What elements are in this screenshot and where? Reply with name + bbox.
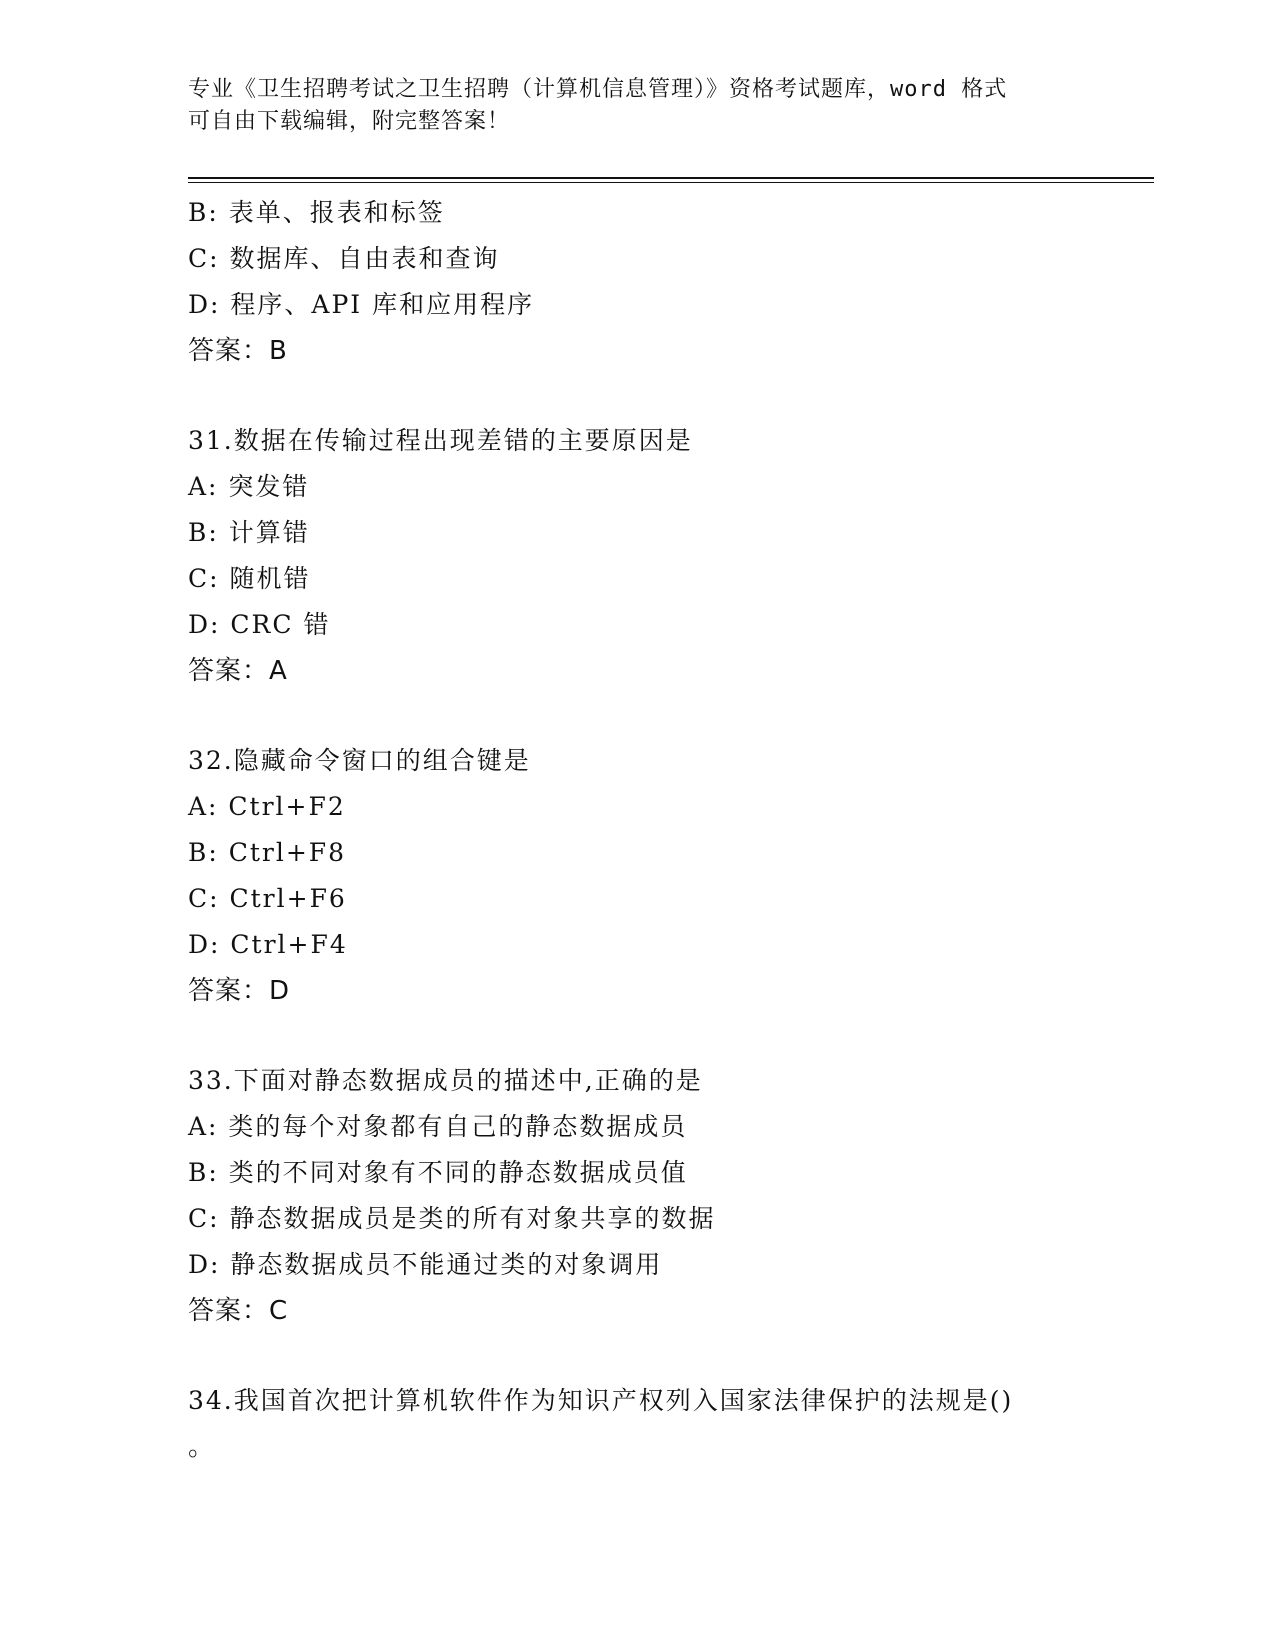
question-list <box>188 190 1148 1470</box>
answer-line: 答案：B <box>188 336 288 366</box>
option-a: A: Ctrl+F2 <box>188 792 346 821</box>
question-31-block <box>188 418 1148 694</box>
option-c: C: 数据库、自由表和查询 <box>188 244 500 273</box>
spacer <box>188 694 1148 738</box>
option-a: A: 类的每个对象都有自己的静态数据成员 <box>188 1112 688 1141</box>
answer-line: 答案：D <box>188 976 291 1006</box>
question-34-block <box>188 1378 1148 1470</box>
question-32-block <box>188 738 1148 1014</box>
answer-line: 答案：C <box>188 1296 289 1326</box>
question-text: 32.隐藏命令窗口的组合键是 <box>188 746 531 775</box>
option-d: D: 静态数据成员不能通过类的对象调用 <box>188 1250 663 1279</box>
option-c: C: 静态数据成员是类的所有对象共享的数据 <box>188 1204 716 1233</box>
header-line-1: 专业《卫生招聘考试之卫生招聘（计算机信息管理）》资格考试题库，word 格式 <box>188 77 1008 102</box>
question-text: 33.下面对静态数据成员的描述中,正确的是 <box>188 1066 703 1095</box>
header-divider-thin <box>188 182 1154 183</box>
option-b: B: 表单、报表和标签 <box>188 198 445 227</box>
question-30-block <box>188 190 1148 374</box>
question-text: 34.我国首次把计算机软件作为知识产权列入国家法律保护的法规是() <box>188 1386 1014 1415</box>
option-d: D: 程序、API 库和应用程序 <box>188 290 535 319</box>
spacer <box>188 1014 1148 1058</box>
document-header <box>188 74 1088 138</box>
option-b: B: Ctrl+F8 <box>188 838 347 867</box>
option-d: D: Ctrl+F4 <box>188 930 348 959</box>
header-line-2: 可自由下载编辑，附完整答案！ <box>188 109 511 134</box>
option-b: B: 计算错 <box>188 518 310 547</box>
option-c: C: Ctrl+F6 <box>188 884 347 913</box>
header-divider-thick <box>188 177 1154 179</box>
answer-line: 答案：A <box>188 656 288 686</box>
spacer <box>188 1334 1148 1378</box>
question-continuation: 。 <box>188 1432 215 1462</box>
question-33-block <box>188 1058 1148 1334</box>
spacer <box>188 374 1148 418</box>
question-text: 31.数据在传输过程出现差错的主要原因是 <box>188 426 693 455</box>
option-b: B: 类的不同对象有不同的静态数据成员值 <box>188 1158 688 1187</box>
option-d: D: CRC 错 <box>188 610 331 639</box>
option-a: A: 突发错 <box>188 472 310 501</box>
option-c: C: 随机错 <box>188 564 311 593</box>
